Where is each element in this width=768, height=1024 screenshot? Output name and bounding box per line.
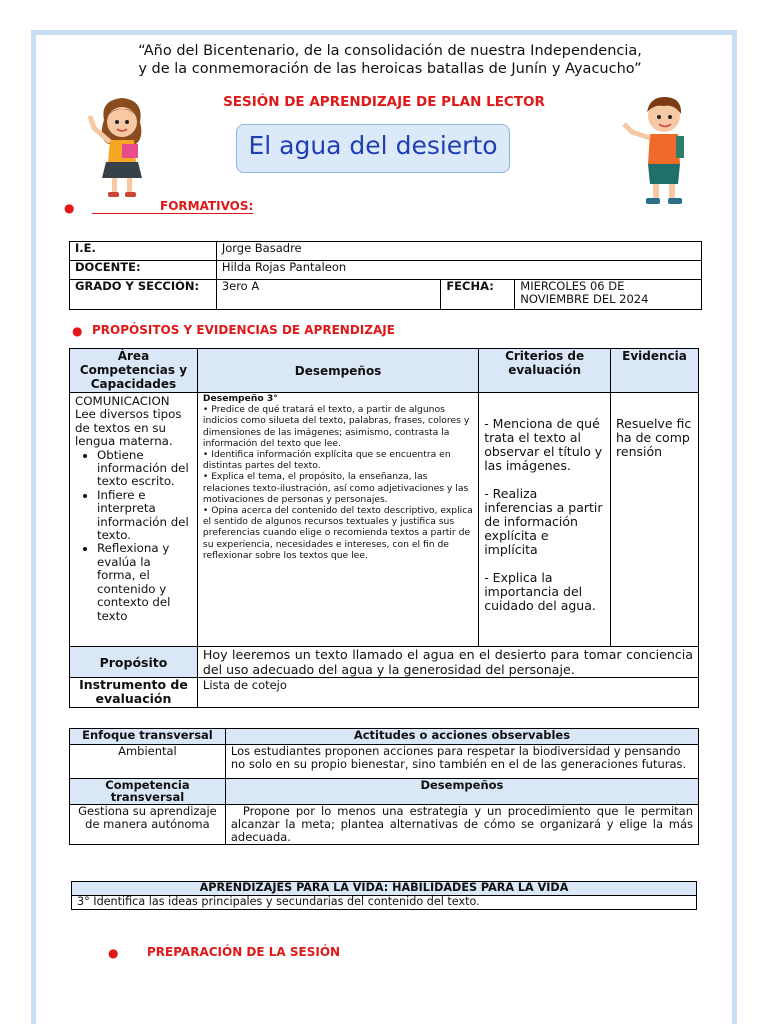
section-preparacion: PREPARACIÓN DE LA SESIÓN: [147, 945, 341, 959]
competencias-table: [69, 348, 699, 708]
desempeno-item: • Explica el tema, el propósito, la enseñanza, las relaciones texto-ilustración, así como adjetivaciones y las motivaciones de personas y personajes.: [202, 471, 469, 505]
grado-label: GRADO Y SECCIÓN:: [70, 280, 217, 310]
bullet-icon: ●: [64, 201, 75, 215]
proposito-label: Propósito: [70, 647, 198, 678]
evidencia-cell: Resuelve ficha de comprensión: [611, 393, 699, 647]
desempeno-title: Desempeño 3°: [202, 393, 278, 404]
proposito-text: Hoy leeremos un texto llamado el agua en el desierto para tomar conciencia del uso adecuado del agua y la generosidad del personaje.: [197, 647, 698, 678]
enfoque-header: Enfoque transversal: [70, 729, 226, 745]
enfoque-table: [69, 728, 699, 845]
capacidad-item: • Reflexiona y evalúa la forma, el contenido y contexto del texto: [97, 542, 192, 622]
reading-title: El agua del desierto: [248, 131, 498, 160]
motto-line-1: “Año del Bicentenario, de la consolidación de nuestra Independencia,: [138, 43, 642, 59]
docente-value: Hilda Rojas Pantaleon: [216, 261, 701, 280]
grado-value: 3ero A: [216, 280, 441, 310]
criterio-item: - Explica la importancia del cuidado del agua.: [484, 570, 596, 613]
criterio-item: - Realiza inferencias a partir de información explícita e implícita: [484, 486, 603, 557]
competencia-text: Lee diversos tipos de textos en su lengua materna.: [75, 407, 182, 449]
desempeno-transversal-text: Propone por lo menos una estrategia y un procedimiento que le permitan alcanzar la meta; plantea alternativas de cómo se organizará y elige la más adecuada.: [225, 805, 698, 845]
aprendizajes-header: APRENDIZAJES PARA LA VIDA: HABILIDADES PARA LA VIDA: [72, 882, 697, 896]
criterios-cell: [479, 393, 611, 647]
header-criterios: Criterios de evaluación: [479, 349, 611, 393]
enfoque-value: Ambiental: [70, 745, 226, 779]
instrumento-label: Instrumento de evaluación: [70, 678, 198, 708]
area-cell: [70, 393, 198, 647]
header-area: Área Competencias y Capacidades: [70, 349, 198, 393]
aprendizajes-table: [71, 881, 697, 910]
desempenos-header: Desempeños: [225, 779, 698, 805]
fecha-label: FECHA:: [441, 280, 515, 310]
ie-value: Jorge Basadre: [216, 242, 701, 261]
capacidad-item: • Obtiene información del texto escrito.: [97, 449, 192, 489]
criterio-item: - Menciona de qué trata el texto al observar el título y las imágenes.: [484, 416, 603, 473]
girl-illustration: [86, 92, 158, 202]
bullet-icon: ●: [72, 324, 83, 338]
info-table: [69, 241, 702, 310]
desempeno-item: • Opina acerca del contenido del texto descriptivo, explica el sentido de algunos recursos textuales y justifica sus preferencias cuando elige o recomienda textos a partir de su experiencia, necesidades e intereses, con el fin de reflexionar sobre los textos que lee.: [202, 505, 473, 561]
area-name: COMUNICACION: [75, 394, 170, 408]
desempeno-item: • Predice de qué tratará el texto, a partir de algunos indicios como silueta del texto, palabras, frases, colores y dimensiones de las imágenes; asimismo, contrasta la información del texto que lee.: [202, 404, 470, 449]
ie-label: I.E.: [70, 242, 217, 261]
section-formativos: FORMATIVOS:: [92, 199, 253, 214]
bullet-icon: ●: [108, 946, 119, 960]
boy-illustration: [620, 92, 700, 210]
motto-line-2: y de la conmemoración de las heroicas batallas de Junín y Ayacucho”: [138, 61, 642, 77]
instrumento-text: Lista de cotejo: [197, 678, 698, 708]
desempenos-cell: [197, 393, 478, 647]
capacidad-item: • Infiere e interpreta información del texto.: [97, 489, 192, 543]
header-desempenos: Desempeños: [197, 349, 478, 393]
reading-title-box: [236, 124, 510, 173]
competencia-transversal-header: Competencia transversal: [70, 779, 226, 805]
session-title: SESIÓN DE APRENDIZAJE DE PLAN LECTOR: [223, 94, 545, 110]
competencia-transversal-value: Gestiona su aprendizaje de manera autónoma: [70, 805, 226, 845]
aprendizajes-row: 3° Identifica las ideas principales y secundarias del contenido del texto.: [72, 896, 697, 910]
actitudes-header: Actitudes o acciones observables: [225, 729, 698, 745]
header-evidencia: Evidencia: [611, 349, 699, 393]
actitudes-text: Los estudiantes proponen acciones para respetar la biodiversidad y pensando no solo en su propio bienestar, sino también en el de las generaciones futuras.: [225, 745, 698, 779]
section-propositos: PROPÓSITOS Y EVIDENCIAS DE APRENDIZAJE: [92, 323, 395, 337]
desempeno-item: • Identifica información explícita que se encuentra en distintas partes del texto.: [202, 449, 451, 472]
docente-label: DOCENTE:: [70, 261, 217, 280]
fecha-value: MIERCOLES 06 DE NOVIEMBRE DEL 2024: [515, 280, 702, 310]
